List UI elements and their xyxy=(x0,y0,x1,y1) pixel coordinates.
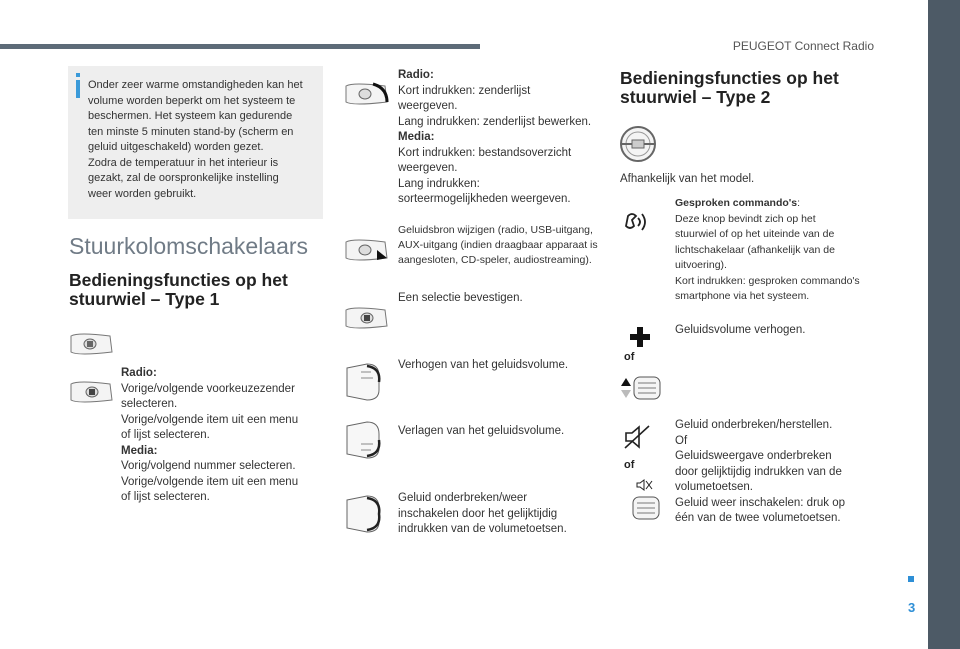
info-line: ten minste 5 minuten stand-by (scherm en xyxy=(88,125,294,138)
info-line: volume worden beperkt om het systeem te xyxy=(88,94,296,107)
voice-colon: : xyxy=(797,197,801,209)
vol-up-text: Verhogen van het geluidsvolume. xyxy=(398,359,569,371)
info-line: gezakt, zal de oorspronkelijke instelling xyxy=(88,172,279,184)
mute-speaker-icon xyxy=(624,424,654,450)
model-note: Afhankelijk van het model. xyxy=(620,173,755,185)
text-line: inschakelen door het gelijktijdig xyxy=(398,507,558,520)
type1-radio-media-text xyxy=(121,366,331,506)
media-label: Media: xyxy=(398,131,435,143)
text-line: smartphone via het systeem. xyxy=(675,290,810,302)
mute-text xyxy=(398,491,608,538)
section-title: Stuurkolomschakelaars xyxy=(69,233,309,259)
text-line: AUX-uitgang (indien draagbaar apparaat is xyxy=(398,239,598,251)
text-line: Geluid onderbreken/weer xyxy=(398,492,528,504)
stalk-rotary-icon xyxy=(68,378,116,406)
mute-text-2 xyxy=(675,418,885,527)
text-line: of lijst selecteren. xyxy=(121,491,210,503)
text-line: Vorig/volgend nummer selecteren. xyxy=(121,460,296,472)
mute-wheel-icon xyxy=(630,494,662,522)
text-line: aangesloten, CD-speler, audiostreaming). xyxy=(398,254,592,266)
text-line: stuurwiel of op het uiteinde van de xyxy=(675,228,835,240)
voice-command-icon xyxy=(622,206,654,234)
text-line: Vorige/volgende voorkeuzezender xyxy=(121,382,295,395)
plus-icon xyxy=(629,326,651,348)
text-line: Geluid weer inschakelen: druk op xyxy=(675,496,846,509)
header-rule xyxy=(0,44,480,49)
type2-title-line: stuurwiel – Type 2 xyxy=(620,87,771,107)
type1-title-line: Bedieningsfuncties op het xyxy=(69,270,288,290)
voice-label: Gesproken commando's xyxy=(675,197,798,209)
list-text xyxy=(398,68,608,208)
page-side-strip xyxy=(928,0,960,649)
radio-label: Radio: xyxy=(398,69,434,81)
text-line: Kort indrukken: zenderlijst xyxy=(398,84,531,97)
text-line: Deze knop bevindt zich op het xyxy=(675,212,816,225)
text-line: Geluidsweergave onderbreken xyxy=(675,450,832,462)
text-line: Vorige/volgende item uit een menu xyxy=(121,475,299,488)
stalk-end-button-icon xyxy=(343,80,391,108)
text-line: Geluidsbron wijzigen (radio, USB-uitgang, xyxy=(398,224,593,236)
page-marker xyxy=(908,576,914,582)
text-line: door gelijktijdig indrukken van de xyxy=(675,465,842,478)
source-text xyxy=(398,223,608,268)
text-line: Kort indrukken: gesproken commando's xyxy=(675,274,860,287)
text-line: selecteren. xyxy=(121,398,178,410)
volume-up-stalk-icon xyxy=(343,362,385,402)
info-line: geluid uitgeschakeld) worden gezet. xyxy=(88,141,264,153)
mute-stalk-icon xyxy=(343,494,385,534)
of-label: of xyxy=(624,459,635,471)
voice-text xyxy=(675,196,885,305)
stalk-source-icon xyxy=(343,236,391,264)
info-icon xyxy=(76,80,80,98)
text-line: indrukken van de volumetoetsen. xyxy=(398,523,567,535)
vol-down-text: Verlagen van het geluidsvolume. xyxy=(398,425,565,437)
stalk-confirm-icon xyxy=(343,304,391,332)
info-line: Zodra de temperatuur in het interieur is xyxy=(88,156,279,169)
type2-title-line: Bedieningsfuncties op het xyxy=(620,68,839,88)
type1-title-line: stuurwiel – Type 1 xyxy=(69,289,220,309)
text-line: Kort indrukken: bestandsoverzicht xyxy=(398,146,572,159)
type1-title xyxy=(69,271,329,309)
info-line: beschermen. Het systeem kan gedurende xyxy=(88,110,293,122)
info-line: Onder zeer warme omstandigheden kan het xyxy=(88,79,303,91)
info-box xyxy=(68,66,323,219)
text-line: volumetoetsen. xyxy=(675,481,753,493)
media-label: Media: xyxy=(121,444,158,457)
info-text xyxy=(88,78,320,202)
text-line: lichtschakelaar (afhankelijk van de xyxy=(675,243,835,256)
text-line: weergeven. xyxy=(398,100,458,112)
text-line: uitvoering). xyxy=(675,259,727,271)
confirm-text: Een selectie bevestigen. xyxy=(398,292,523,304)
text-line: één van de twee volumetoetsen. xyxy=(675,512,841,524)
text-line: Of xyxy=(675,434,688,447)
page-number: 3 xyxy=(908,600,916,615)
vol-up-text-2: Geluidsvolume verhogen. xyxy=(675,324,806,336)
header-title: PEUGEOT Connect Radio xyxy=(732,39,874,53)
text-line: Lang indrukken: zenderlijst bewerken. xyxy=(398,115,592,128)
text-line: weergeven. xyxy=(398,162,458,174)
text-line: Vorige/volgende item uit een menu xyxy=(121,413,299,426)
volume-up-wheel-icon xyxy=(620,374,664,402)
text-line: of lijst selecteren. xyxy=(121,429,210,441)
volume-down-stalk-icon xyxy=(343,420,385,460)
text-line: Geluid onderbreken/herstellen. xyxy=(675,419,833,431)
info-line: weer worden gebruikt. xyxy=(88,187,197,200)
of-label: of xyxy=(624,351,635,363)
radio-label: Radio: xyxy=(121,367,157,379)
type2-title xyxy=(620,69,880,107)
text-line: Lang indrukken: xyxy=(398,177,480,190)
text-line: sorteermogelijkheden weergeven. xyxy=(398,193,571,205)
stalk-control-icon xyxy=(68,330,116,358)
steering-wheel-icon xyxy=(618,124,658,164)
mute-small-icon xyxy=(634,478,658,492)
